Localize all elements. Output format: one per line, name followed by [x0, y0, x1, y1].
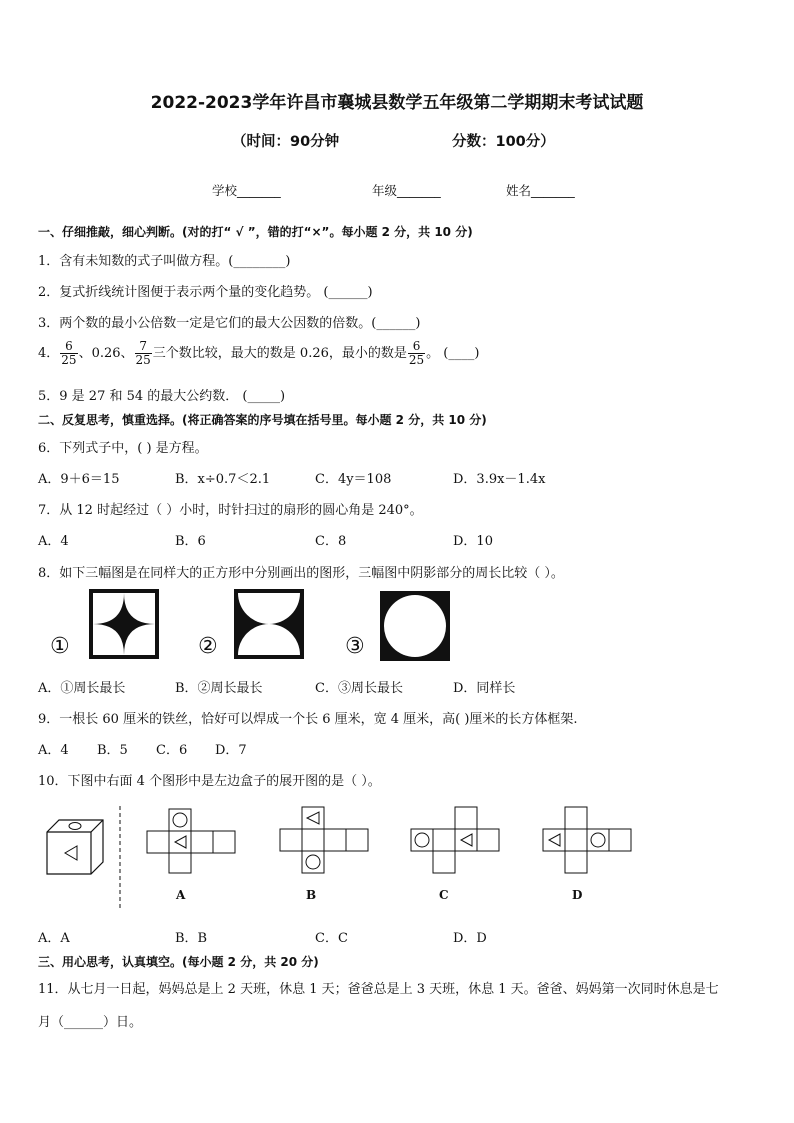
fraction-numerator: 6 [408, 340, 425, 354]
fraction-6-25 [408, 340, 425, 367]
question-4-number: 4． [38, 346, 60, 361]
fraction-denominator: 25 [61, 353, 77, 367]
net-label-b: B [306, 888, 317, 902]
figure-label-1: ① [50, 634, 70, 659]
q9-option-a: A．4 [38, 743, 69, 758]
fraction-6-25 [60, 340, 77, 367]
figure-label-2: ② [198, 634, 218, 659]
fraction-denominator: 25 [135, 353, 151, 367]
grade-field: 年级_______ [372, 183, 441, 198]
fraction-numerator: 6 [60, 340, 77, 354]
net-b-figure [280, 806, 370, 874]
question-10: 10．下图中右面 4 个图形中是左边盒子的展开图的是（ ）。 [38, 774, 381, 789]
net-label-d: D [572, 888, 583, 902]
figure-1-star-shape [89, 589, 159, 659]
net-c-figure [411, 806, 501, 874]
q10-option-c: C．C [315, 931, 348, 946]
question-4 [38, 340, 479, 367]
q6-option-b: B．x÷0.7＜2.1 [175, 472, 271, 487]
fraction-numerator: 7 [135, 340, 152, 354]
question-11-line-1: 11．从七月一日起，妈妈总是上 2 天班，休息 1 天；爸爸总是上 3 天班，休息 1 天。爸爸、妈妈第一次同时休息是七 [38, 982, 719, 997]
question-1: 1．含有未知数的式子叫做方程。(________) [38, 254, 291, 269]
divider-dashed-line [118, 806, 122, 908]
q8-option-d: D．同样长 [453, 681, 516, 696]
question-7: 7．从 12 时起经过（ ）小时，时针扫过的扇形的圆心角是 240°。 [38, 503, 423, 518]
net-label-a: A [176, 888, 186, 902]
q6-option-c: C．4y＝108 [315, 472, 392, 487]
q9-option-c: C．6 [156, 743, 188, 758]
q10-option-d: D．D [453, 931, 487, 946]
q10-option-a: A．A [38, 931, 70, 946]
fraction-7-25 [135, 340, 152, 367]
q7-option-b: B．6 [175, 534, 206, 549]
question-4-text: 。 (____) [426, 346, 480, 361]
question-9: 9．一根长 60 厘米的铁丝，恰好可以焊成一个长 6 厘米，宽 4 厘米，高( )厘米的长方体框架. [38, 712, 578, 727]
question-4-text: 、0.26、 [78, 346, 134, 361]
q8-option-a: A．①周长最长 [38, 681, 126, 696]
q7-option-a: A．4 [38, 534, 69, 549]
net-a-figure [147, 808, 237, 874]
figure-3-circle-shape [380, 591, 450, 661]
question-8: 8．如下三幅图是在同样大的正方形中分别画出的图形，三幅图中阴影部分的周长比较（ ）。 [38, 566, 564, 581]
q9-option-d: D．7 [215, 743, 247, 758]
question-4-text: 三个数比较，最大的数是 0.26，最小的数是 [152, 346, 407, 361]
section-2-heading: 二、反复思考，慎重选择。(将正确答案的序号填在括号里。每小题 2 分，共 10 分) [38, 413, 487, 427]
exam-score: 分数：100分） [452, 134, 555, 150]
question-6: 6．下列式子中，( ) 是方程。 [38, 441, 208, 456]
box-cube-figure [45, 818, 105, 876]
q6-option-d: D．3.9x－1.4x [453, 472, 546, 487]
page-title: 2022-2023学年许昌市襄城县数学五年级第二学期期末考试试题 [150, 93, 644, 113]
exam-time: （时间：90分钟 [232, 134, 340, 150]
figure-label-3: ③ [345, 634, 365, 659]
q8-option-c: C．③周长最长 [315, 681, 403, 696]
q9-option-b: B．5 [97, 743, 128, 758]
net-label-c: C [439, 888, 449, 902]
section-3-heading: 三、用心思考，认真填空。(每小题 2 分，共 20 分) [38, 955, 319, 969]
q10-option-b: B．B [175, 931, 208, 946]
net-d-figure [543, 806, 633, 874]
fraction-denominator: 25 [408, 353, 425, 367]
question-3: 3．两个数的最小公倍数一定是它们的最大公因数的倍数。(______) [38, 316, 421, 331]
school-field: 学校_______ [212, 183, 281, 198]
question-2: 2．复式折线统计图便于表示两个量的变化趋势。 (______) [38, 285, 373, 300]
q7-option-c: C．8 [315, 534, 347, 549]
question-11-line-2: 月（______）日。 [38, 1015, 143, 1030]
question-5: 5．9 是 27 和 54 的最大公约数． (_____) [38, 389, 286, 404]
section-1-heading: 一、仔细推敲，细心判断。(对的打“ √ ”，错的打“×”。每小题 2 分，共 10 分) [38, 225, 473, 239]
q6-option-a: A．9＋6＝15 [38, 472, 120, 487]
q8-option-b: B．②周长最长 [175, 681, 263, 696]
figure-2-hourglass-shape [234, 589, 304, 659]
name-field: 姓名_______ [506, 183, 575, 198]
q7-option-d: D．10 [453, 534, 493, 549]
